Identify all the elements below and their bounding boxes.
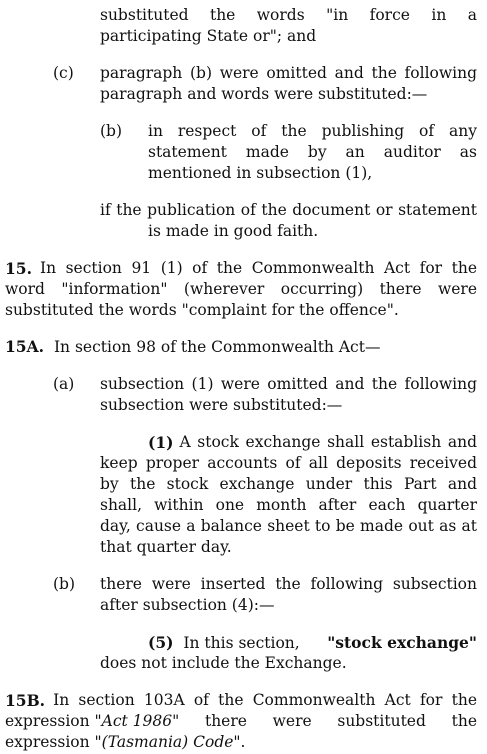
sub-b-line-2: statement made by an auditor as [148, 143, 477, 161]
section-15b-line-3-pre: expression " [5, 733, 102, 751]
para-b-line-2: after subsection (4):— [100, 596, 275, 614]
section-15b-line-2-post: " there were substituted the [172, 712, 477, 730]
sub-5-term: "stock exchange" [327, 633, 477, 652]
if-clause-line-1: if the publication of the document or statement [100, 201, 477, 219]
para-b-line-1: there were inserted the following subsection [100, 575, 477, 593]
section-15b-line-3-post: ". [233, 733, 246, 751]
section-15a-text: In section 98 of the Commonwealth Act— [53, 338, 381, 356]
section-15-line-2: word "information" (wherever occurring) there were [5, 280, 477, 298]
sub-1-line-6: that quarter day. [100, 538, 232, 556]
sub-5-number: (5) [148, 633, 174, 652]
sub-1-first: A stock exchange shall establish and [179, 433, 477, 451]
section-15b-line-3 [5, 732, 245, 753]
sub-1-line-3: by the stock exchange under this Part and [100, 475, 477, 493]
section-15b-line-2-word-1: expression " [5, 712, 102, 730]
para-c-label: (c) [53, 64, 74, 82]
para-c-line-1: paragraph (b) were omitted and the following [100, 64, 477, 82]
sub-b-line-1: in respect of the publishing of any [148, 122, 477, 140]
para-c-line-2: paragraph and words were substituted:— [100, 85, 428, 103]
section-15-number: 15. [5, 259, 32, 278]
section-15b-italic-1: Act 1986 [101, 712, 173, 730]
section-15b-text-1: In section 103A of the Commonwealth Act for the [53, 691, 477, 709]
sub-b-label: (b) [100, 122, 123, 140]
sub-1-line-4: shall, within one month after each quarter [100, 496, 477, 514]
para-b-label: (b) [53, 575, 76, 593]
section-15a-line [5, 336, 380, 358]
section-15b-line-1 [5, 690, 477, 711]
section-15-text-1: In section 91 (1) of the Commonwealth Act for the [39, 259, 477, 277]
section-15b-line-2 [5, 711, 477, 732]
sub-1-line-2: keep proper accounts of all deposits received [100, 454, 477, 472]
sub-1-line-5: day, cause a balance sheet to be made out as at [100, 517, 477, 535]
para-a-line-1: subsection (1) were omitted and the following [100, 375, 477, 393]
sub-1-line-1 [148, 432, 477, 453]
para-a-line-2: subsection were substituted:— [100, 396, 343, 414]
section-15a-number: 15A. [5, 337, 44, 356]
para-a-label: (a) [53, 375, 75, 393]
section-15b-italic-2: (Tasmania) Code [101, 733, 234, 751]
section-15-line-1 [5, 258, 477, 279]
section-15-line-3: substituted the words "complaint for the offence". [5, 301, 399, 319]
sub-1-number: (1) [148, 433, 174, 452]
top-line-2: participating State or"; and [100, 27, 317, 45]
sub-5-line-1 [148, 632, 477, 654]
sub-5-line-2: does not include the Exchange. [100, 654, 347, 672]
sub-b-line-3: mentioned in subsection (1), [148, 164, 373, 182]
if-clause-line-2: is made in good faith. [148, 222, 319, 240]
sub-5-pre: In this section, [183, 634, 300, 652]
section-15b-number: 15B. [5, 691, 46, 710]
top-line-1: substituted the words "in force in a [100, 6, 477, 24]
